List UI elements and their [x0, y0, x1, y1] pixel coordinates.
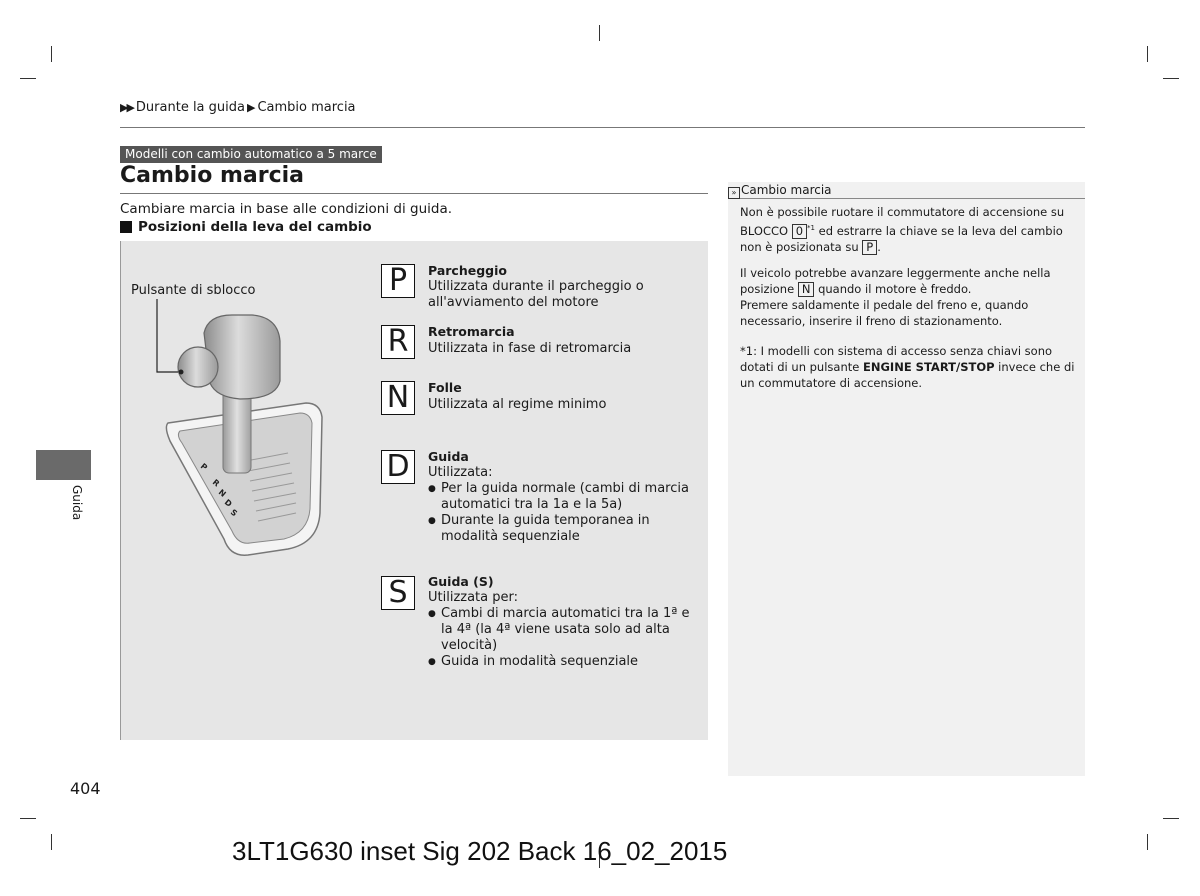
- gear-r-title: Retromarcia: [428, 324, 515, 339]
- gear-p-title: Parcheggio: [428, 263, 507, 278]
- double-arrow-icon: ▶▶: [120, 101, 133, 114]
- gear-n-title: Folle: [428, 380, 462, 395]
- list-item: ● Guida in modalità sequenziale: [428, 654, 690, 670]
- crop-mark: [51, 46, 52, 62]
- model-tag: Modelli con cambio automatico a 5 marce: [120, 146, 382, 163]
- crop-mark: [1163, 818, 1179, 819]
- unlock-button-label: Pulsante di sblocco: [131, 283, 256, 298]
- gear-p-description: Utilizzata durante il parcheggio o all'avviamento del motore: [428, 279, 644, 310]
- arrow-icon: ▶: [246, 101, 256, 114]
- page-number: 404: [70, 779, 101, 798]
- gear-s-bullets: [428, 606, 690, 670]
- crop-mark: [20, 818, 36, 819]
- gate-letter-r: R: [210, 477, 222, 489]
- breadcrumb-part-1[interactable]: Durante la guida: [135, 100, 245, 115]
- print-slug: 3LT1G630 inset Sig 202 Back 16_02_2015: [232, 836, 728, 866]
- gear-r-description: Utilizzata in fase di retromarcia: [428, 341, 632, 356]
- gear-n-description: Utilizzata al regime minimo: [428, 397, 607, 412]
- note-paragraph-1: Non è possibile ruotare il commutatore di accensione su BLOCCO 0 $^{*1}$ ed estrarre la chiave se la leva del cambio non è posizionata su P .: [740, 205, 1065, 254]
- breadcrumb: [120, 100, 356, 115]
- gear-n-icon: N: [381, 381, 415, 415]
- gear-p-icon: P: [381, 264, 415, 298]
- list-item: ● Per la guida normale (cambi di marcia automatici tra la 1a e la 5a): [428, 481, 696, 513]
- crop-mark: [20, 78, 36, 79]
- list-item: ● Durante la guida temporanea in modalità sequenziale: [428, 513, 696, 545]
- page-title: Cambio marcia: [120, 163, 305, 188]
- gear-d-bullets: [428, 481, 696, 545]
- gear-s-icon: S: [381, 576, 415, 610]
- gear-p-inline-icon: P: [862, 240, 877, 255]
- section-heading-text: Posizioni della leva del cambio: [138, 219, 372, 235]
- header-rule: [120, 127, 1085, 128]
- reference-icon: »: [728, 187, 740, 199]
- crop-mark: [1147, 834, 1148, 850]
- gear-n-inline-icon: N: [798, 282, 815, 297]
- note-header-text: Cambio marcia: [741, 183, 832, 197]
- crop-mark: [1147, 46, 1148, 62]
- gate-letter-d: D: [222, 497, 234, 509]
- square-bullet-icon: [120, 221, 132, 233]
- crop-mark: [1163, 78, 1179, 79]
- crop-mark: [599, 25, 600, 41]
- chapter-tab: [36, 450, 91, 480]
- gate-letter-p: P: [198, 461, 210, 473]
- list-item: ● Cambi di marcia automatici tra la 1ª e la 4ª (la 4ª viene usata solo ad alta velocità): [428, 606, 690, 654]
- chapter-tab-label: Guida: [70, 485, 84, 521]
- gear-r-icon: R: [381, 325, 415, 359]
- intro-text: Cambiare marcia in base alle condizioni di guida.: [120, 201, 453, 217]
- note-footnote: *1: I modelli con sistema di accesso senza chiavi sono dotati di un pulsante ENGINE START/STOP invece che di un commutatore di accensione.: [740, 344, 1075, 390]
- gear-s-title: Guida (S): [428, 574, 494, 589]
- key-position-0-icon: 0: [792, 224, 807, 239]
- gate-letter-n: N: [216, 487, 228, 499]
- breadcrumb-part-2[interactable]: Cambio marcia: [257, 100, 356, 115]
- note-paragraph-2: Il veicolo potrebbe avanzare leggermente anche nella posizione N quando il motore è freddo. Premere saldamente il pedale del freno e, quando necessario, inserire il freno di stazionamento.: [740, 266, 1051, 328]
- crop-mark: [51, 834, 52, 850]
- gear-d-icon: D: [381, 450, 415, 484]
- gear-d-description: Utilizzata:: [428, 465, 493, 480]
- section-heading: [120, 219, 372, 235]
- note-header: [728, 182, 1085, 199]
- gate-letter-s: S: [228, 507, 239, 519]
- gear-s-description: Utilizzata per:: [428, 590, 519, 605]
- gear-d-title: Guida: [428, 449, 469, 464]
- title-rule: [120, 193, 708, 194]
